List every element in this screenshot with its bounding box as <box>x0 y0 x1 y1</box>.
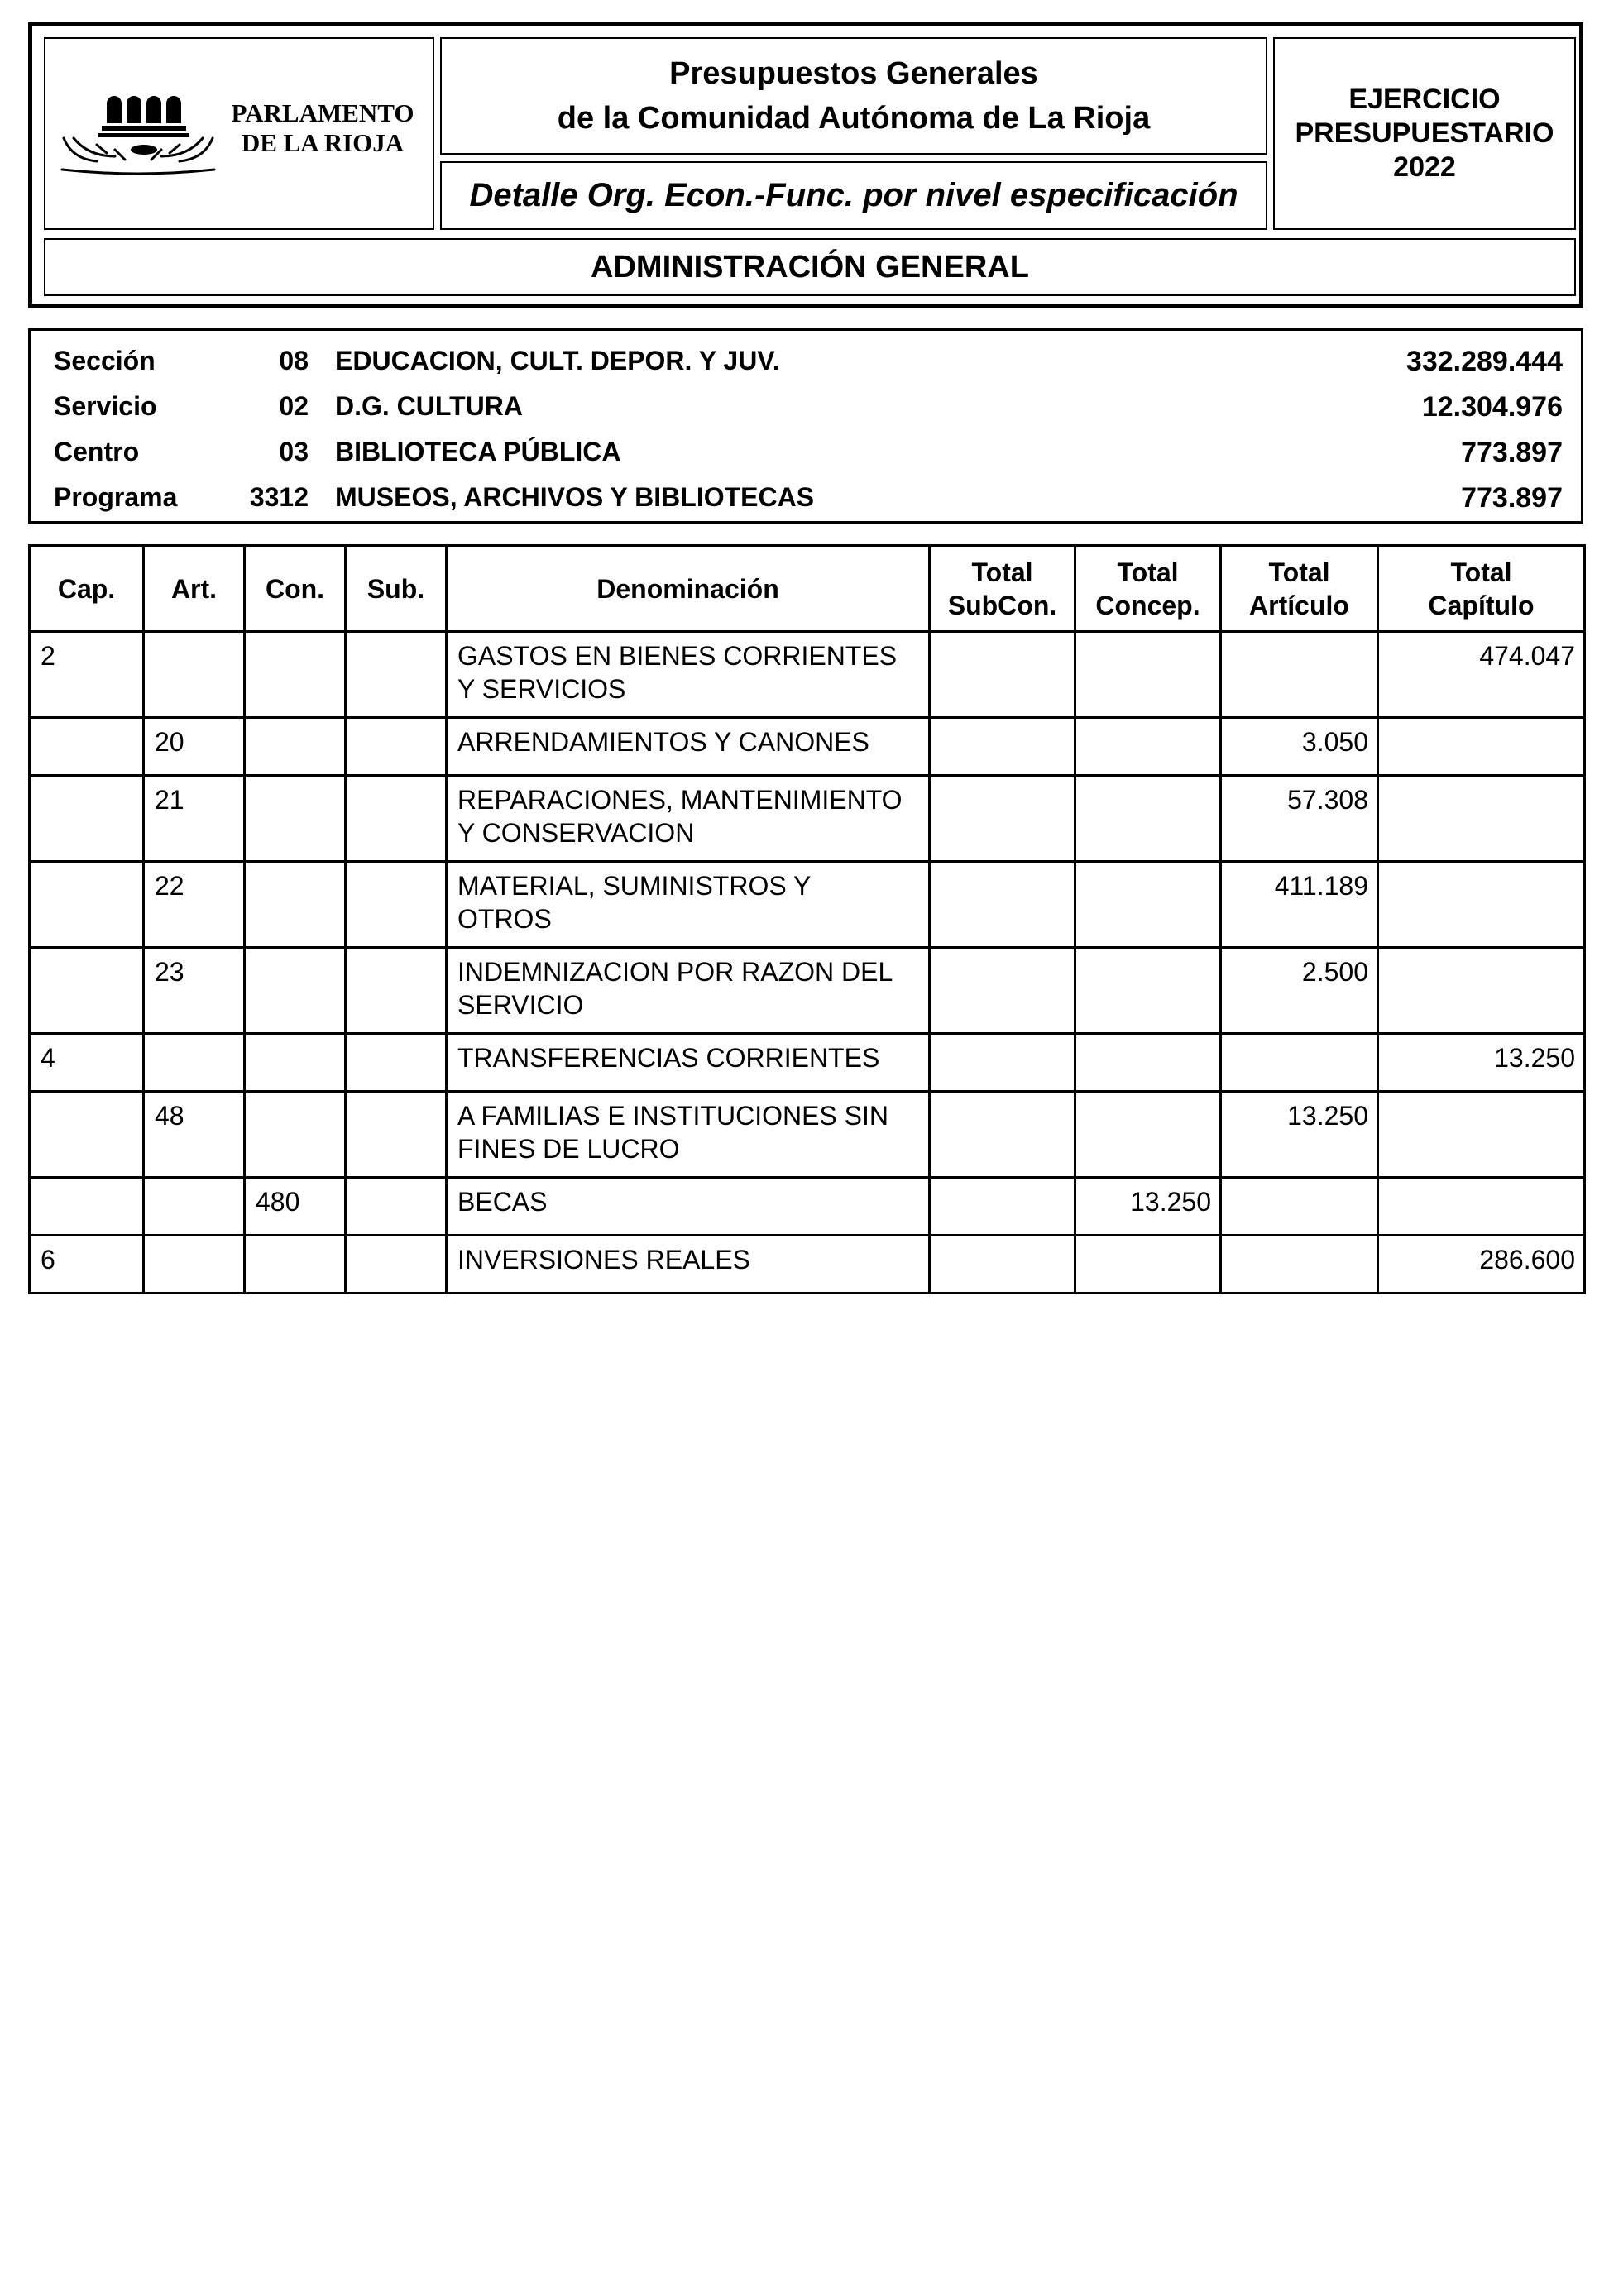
header-line: Total <box>1117 557 1179 587</box>
denom-line: GASTOS EN BIENES CORRIENTES <box>457 641 898 671</box>
cell-total-subcon <box>930 1034 1075 1092</box>
cell-denominacion <box>447 632 930 718</box>
cell-cap <box>30 1178 144 1236</box>
cell-sub <box>346 1092 447 1178</box>
denom-line: FINES DE LUCRO <box>457 1134 680 1164</box>
denom-line: A FAMILIAS E INSTITUCIONES SIN <box>457 1101 888 1131</box>
cell-denominacion <box>447 1092 930 1178</box>
summary-row-servicio <box>31 385 1581 430</box>
cell-total-concep <box>1075 948 1221 1034</box>
header-line: Artículo <box>1249 590 1349 620</box>
cell-total-capitulo: 286.600 <box>1378 1236 1585 1294</box>
cell-denominacion <box>447 948 930 1034</box>
header-art: Art. <box>144 546 245 632</box>
logo-box <box>44 37 434 230</box>
cell-total-subcon <box>930 948 1075 1034</box>
cell-denominacion <box>447 718 930 776</box>
administration-title: ADMINISTRACIÓN GENERAL <box>591 250 1029 285</box>
table-row <box>30 1092 1585 1178</box>
cell-sub <box>346 1236 447 1294</box>
cell-total-concep <box>1075 718 1221 776</box>
cell-cap <box>30 1092 144 1178</box>
table-row <box>30 948 1585 1034</box>
header-total-capitulo <box>1378 546 1585 632</box>
header-denominacion: Denominación <box>447 546 930 632</box>
budget-detail-table <box>28 544 1586 1294</box>
cell-art: 20 <box>144 718 245 776</box>
header-sub: Sub. <box>346 546 447 632</box>
exercise-label-2: PRESUPUESTARIO <box>1295 117 1554 149</box>
document-subtitle: Detalle Org. Econ.-Func. por nivel especificación <box>469 177 1238 213</box>
denom-line: REPARACIONES, MANTENIMIENTO <box>457 785 903 815</box>
cell-cap <box>30 776 144 862</box>
summary-amount: 773.897 <box>1461 482 1563 514</box>
summary-amount: 12.304.976 <box>1421 391 1563 423</box>
cell-con <box>245 1092 346 1178</box>
summary-description: EDUCACION, CULT. DEPOR. Y JUV. <box>335 346 780 375</box>
summary-label: Programa <box>54 482 178 512</box>
cell-denominacion <box>447 862 930 948</box>
cell-total-capitulo <box>1378 948 1585 1034</box>
cell-sub <box>346 948 447 1034</box>
cell-art: 22 <box>144 862 245 948</box>
cell-total-concep <box>1075 1034 1221 1092</box>
header-cap: Cap. <box>30 546 144 632</box>
table-row <box>30 776 1585 862</box>
summary-row-seccion <box>31 339 1581 385</box>
cell-sub <box>346 862 447 948</box>
cell-sub <box>346 776 447 862</box>
cell-art: 23 <box>144 948 245 1034</box>
denom-line: Y CONSERVACION <box>457 818 695 848</box>
cell-total-capitulo <box>1378 776 1585 862</box>
summary-code: 08 <box>279 346 309 375</box>
table-row <box>30 718 1585 776</box>
cell-total-capitulo: 474.047 <box>1378 632 1585 718</box>
denom-line: SERVICIO <box>457 990 584 1020</box>
exercise-box <box>1273 37 1576 230</box>
parliament-logo-icon <box>55 80 221 188</box>
cell-art: 21 <box>144 776 245 862</box>
summary-label: Servicio <box>54 391 157 421</box>
document-header <box>28 22 1583 308</box>
cell-cap <box>30 718 144 776</box>
cell-total-articulo: 57.308 <box>1221 776 1378 862</box>
cell-total-capitulo <box>1378 718 1585 776</box>
cell-con <box>245 862 346 948</box>
cell-total-articulo: 3.050 <box>1221 718 1378 776</box>
summary-amount: 773.897 <box>1461 437 1563 468</box>
cell-sub <box>346 1178 447 1236</box>
exercise-label-1: EJERCICIO <box>1348 84 1501 115</box>
cell-total-concep <box>1075 1236 1221 1294</box>
cell-denominacion <box>447 1034 930 1092</box>
cell-cap <box>30 948 144 1034</box>
cell-cap: 4 <box>30 1034 144 1092</box>
subtitle-box <box>440 161 1267 230</box>
budget-summary <box>28 328 1583 524</box>
denom-line: MATERIAL, SUMINISTROS Y <box>457 871 812 901</box>
cell-total-articulo <box>1221 632 1378 718</box>
header-line: Total <box>1268 557 1330 587</box>
summary-description: D.G. CULTURA <box>335 391 523 421</box>
denom-line: ARRENDAMIENTOS Y CANONES <box>457 727 869 757</box>
header-total-subcon <box>930 546 1075 632</box>
cell-total-articulo: 2.500 <box>1221 948 1378 1034</box>
document-title-line-1: Presupuestos Generales <box>669 56 1038 91</box>
cell-total-articulo <box>1221 1178 1378 1236</box>
table-row <box>30 862 1585 948</box>
cell-total-subcon <box>930 632 1075 718</box>
cell-total-subcon <box>930 1236 1075 1294</box>
cell-total-subcon <box>930 1178 1075 1236</box>
administration-box <box>44 238 1576 296</box>
cell-con <box>245 1034 346 1092</box>
cell-total-concep <box>1075 862 1221 948</box>
cell-total-subcon <box>930 1092 1075 1178</box>
denom-line: Y SERVICIOS <box>457 674 626 704</box>
header-line: Capítulo <box>1428 590 1535 620</box>
table-row <box>30 1034 1585 1092</box>
denom-line: OTROS <box>457 904 552 934</box>
cell-total-capitulo <box>1378 1092 1585 1178</box>
cell-total-concep <box>1075 776 1221 862</box>
table-row <box>30 1236 1585 1294</box>
title-box <box>440 37 1267 155</box>
exercise-year: 2022 <box>1393 151 1456 183</box>
summary-label: Sección <box>54 346 156 375</box>
cell-art: 48 <box>144 1092 245 1178</box>
cell-sub <box>346 1034 447 1092</box>
header-total-concep <box>1075 546 1221 632</box>
cell-total-articulo: 411.189 <box>1221 862 1378 948</box>
cell-cap <box>30 862 144 948</box>
cell-art <box>144 1178 245 1236</box>
cell-art <box>144 632 245 718</box>
summary-label: Centro <box>54 437 140 466</box>
cell-con <box>245 718 346 776</box>
summary-row-programa <box>31 476 1581 521</box>
cell-con <box>245 948 346 1034</box>
cell-con <box>245 632 346 718</box>
cell-total-concep <box>1075 1092 1221 1178</box>
document-title-line-2: de la Comunidad Autónoma de La Rioja <box>557 101 1151 136</box>
cell-art <box>144 1236 245 1294</box>
cell-denominacion <box>447 1178 930 1236</box>
cell-denominacion <box>447 776 930 862</box>
summary-row-centro <box>31 430 1581 476</box>
denom-line: BECAS <box>457 1187 548 1217</box>
cell-total-capitulo <box>1378 862 1585 948</box>
summary-amount: 332.289.444 <box>1405 346 1563 377</box>
logo-name-line-2: DE LA RIOJA <box>241 128 405 157</box>
cell-con: 480 <box>245 1178 346 1236</box>
cell-sub <box>346 718 447 776</box>
header-line: Total <box>1450 557 1512 587</box>
cell-cap: 2 <box>30 632 144 718</box>
summary-description: MUSEOS, ARCHIVOS Y BIBLIOTECAS <box>335 482 815 512</box>
cell-sub <box>346 632 447 718</box>
cell-total-articulo <box>1221 1236 1378 1294</box>
header-line: SubCon. <box>947 590 1057 620</box>
cell-total-articulo <box>1221 1034 1378 1092</box>
cell-cap: 6 <box>30 1236 144 1294</box>
summary-code: 02 <box>279 391 309 421</box>
cell-total-concep: 13.250 <box>1075 1178 1221 1236</box>
logo-name-line-1: PARLAMENTO <box>231 98 414 127</box>
summary-description: BIBLIOTECA PÚBLICA <box>335 437 621 466</box>
cell-total-capitulo <box>1378 1178 1585 1236</box>
table-row <box>30 632 1585 718</box>
header-total-articulo <box>1221 546 1378 632</box>
header-line: Total <box>971 557 1033 587</box>
cell-art <box>144 1034 245 1092</box>
table-row <box>30 1178 1585 1236</box>
cell-denominacion <box>447 1236 930 1294</box>
header-con: Con. <box>245 546 346 632</box>
cell-total-subcon <box>930 776 1075 862</box>
cell-total-concep <box>1075 632 1221 718</box>
denom-line: TRANSFERENCIAS CORRIENTES <box>457 1043 880 1073</box>
cell-total-articulo: 13.250 <box>1221 1092 1378 1178</box>
cell-total-capitulo: 13.250 <box>1378 1034 1585 1092</box>
summary-code: 03 <box>279 437 309 466</box>
table-header-row <box>30 546 1585 632</box>
cell-total-subcon <box>930 718 1075 776</box>
denom-line: INDEMNIZACION POR RAZON DEL <box>457 957 893 987</box>
cell-con <box>245 776 346 862</box>
cell-con <box>245 1236 346 1294</box>
header-line: Concep. <box>1095 590 1200 620</box>
denom-line: INVERSIONES REALES <box>457 1245 750 1275</box>
cell-total-subcon <box>930 862 1075 948</box>
summary-code: 3312 <box>249 482 309 512</box>
